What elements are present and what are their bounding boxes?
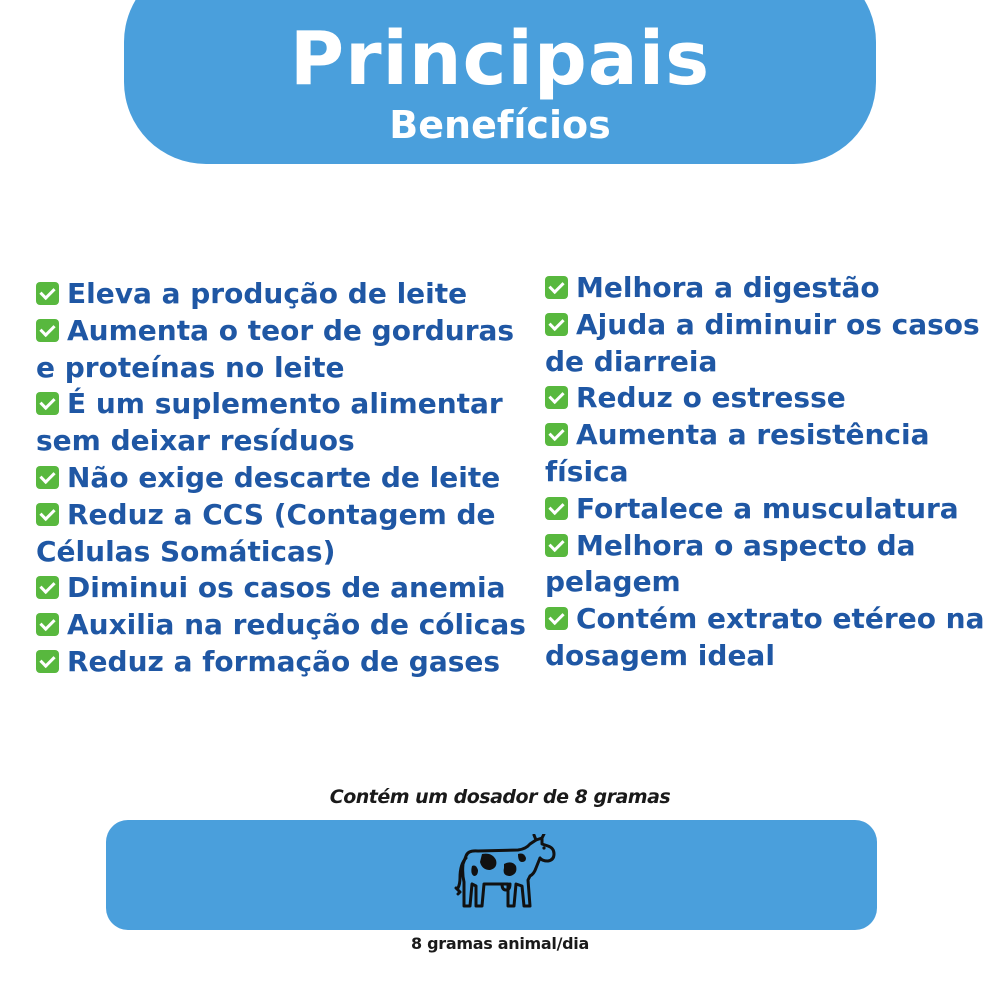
check-icon	[545, 607, 568, 630]
check-icon	[36, 319, 59, 342]
benefit-text: Eleva a produção de leite	[67, 277, 468, 310]
benefit-text: Aumenta a resistência física	[545, 418, 930, 488]
list-item	[545, 270, 990, 307]
check-icon	[545, 423, 568, 446]
dose-label: 8 gramas animal/dia	[411, 934, 589, 953]
check-icon	[545, 497, 568, 520]
list-item	[545, 380, 990, 417]
check-icon	[36, 613, 59, 636]
list-item	[36, 313, 536, 387]
list-item	[545, 601, 990, 675]
page-title: Principais	[289, 16, 711, 102]
check-icon	[36, 282, 59, 305]
benefit-text: Melhora o aspecto da pelagem	[545, 528, 916, 599]
check-icon	[545, 276, 568, 299]
benefit-text: Aumenta o teor de gorduras e proteínas no leite	[36, 313, 515, 384]
list-item	[36, 497, 536, 571]
list-item	[545, 528, 990, 602]
list-item	[545, 491, 990, 528]
check-icon	[545, 534, 568, 557]
list-item	[36, 570, 536, 607]
list-item	[36, 386, 536, 460]
check-icon	[36, 650, 59, 673]
list-item	[36, 276, 536, 313]
benefit-text: Reduz o estresse	[576, 381, 846, 415]
benefit-text: Reduz a CCS (Contagem de Células Somáticas)	[36, 497, 496, 568]
benefit-text: É um suplemento alimentar sem deixar resíduos	[36, 387, 503, 458]
benefit-text: Diminui os casos de anemia	[67, 571, 506, 605]
benefit-text: Melhora a digestão	[576, 271, 880, 304]
benefit-text: Ajuda a diminuir os casos de diarreia	[545, 307, 980, 378]
benefit-text: Reduz a formação de gases	[67, 644, 501, 678]
check-icon	[36, 576, 59, 599]
dosador-note: Contém um dosador de 8 gramas	[329, 786, 671, 808]
list-item	[36, 460, 536, 497]
benefit-text: Contém extrato etéreo na dosagem ideal	[545, 602, 985, 672]
list-item	[36, 607, 536, 644]
check-icon	[545, 386, 568, 409]
benefit-text: Auxilia na redução de cólicas	[67, 608, 526, 642]
check-icon	[36, 392, 59, 415]
benefits-list-right	[545, 270, 990, 675]
check-icon	[36, 466, 59, 489]
check-icon	[545, 313, 568, 336]
page-subtitle: Benefícios	[389, 103, 611, 147]
benefit-text: Não exige descarte de leite	[67, 460, 501, 494]
cow-icon	[452, 834, 560, 914]
list-item	[545, 307, 990, 381]
benefit-text: Fortalece a musculatura	[576, 491, 959, 525]
benefits-list-left	[36, 276, 536, 681]
list-item	[36, 644, 536, 681]
list-item	[545, 417, 990, 491]
dose-banner	[106, 820, 877, 930]
check-icon	[36, 503, 59, 526]
header-banner	[124, 0, 876, 164]
